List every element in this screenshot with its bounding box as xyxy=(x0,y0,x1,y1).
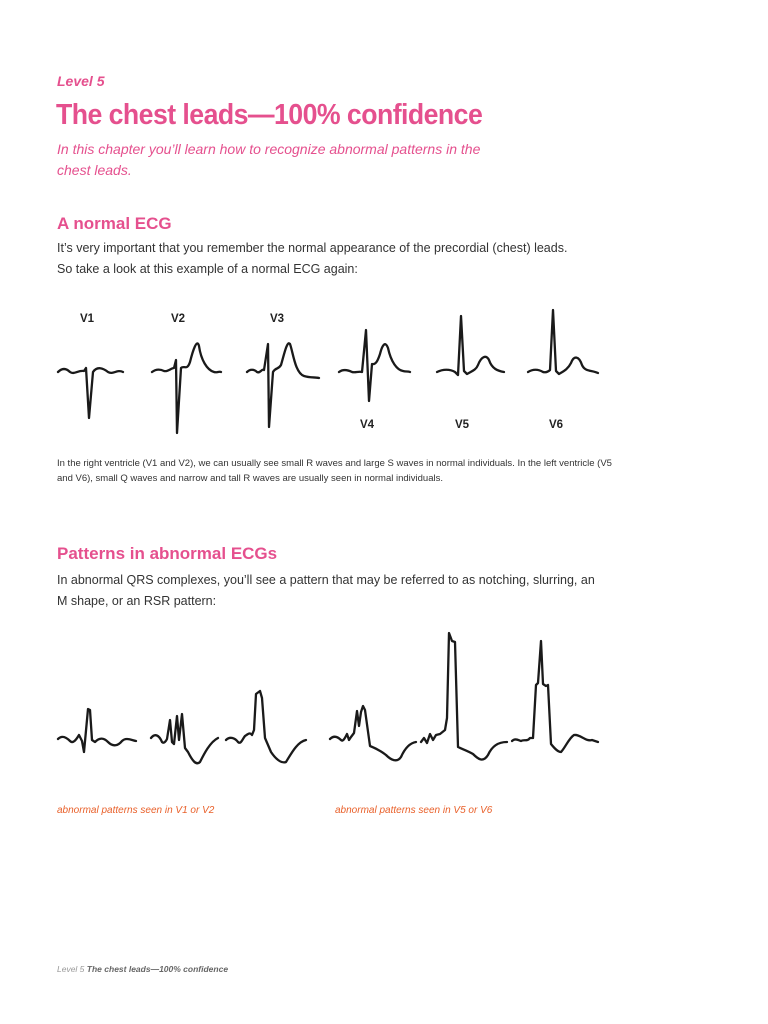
abnormal-tracing-v5v6-slurred xyxy=(330,706,416,760)
abnormal-tracing-v5v6-notched-tall xyxy=(421,633,507,760)
abnormal-tracing-v1v2-m-shape xyxy=(151,714,218,763)
lead-label-v5: V5 xyxy=(455,419,470,431)
footer-title: The chest leads—100% confidence xyxy=(86,964,229,974)
ecg-tracing-v1 xyxy=(58,368,123,418)
abnormal-tracing-v1v2-rsr xyxy=(226,691,306,762)
abnormal-ecg-tracings xyxy=(0,620,768,780)
normal-ecg-intro-line2: So take a look at this example of a normal ECG again: xyxy=(57,262,358,276)
level-label: Level 5 xyxy=(57,73,105,89)
page-title: The chest leads—100% confidence xyxy=(56,99,483,131)
lead-label-v3: V3 xyxy=(270,313,285,325)
section-heading-normal-ecg: A normal ECG xyxy=(57,214,172,233)
abnormal-tracing-v5v6-slurred-tall xyxy=(512,641,598,752)
normal-ecg-caption: In the right ventricle (V1 and V2), we can usually see small R waves and large S waves in normal individuals. In the left ventricle (V5 and V6), small Q waves and narrow and tall R waves are usually seen in normal individuals. xyxy=(57,458,612,484)
ecg-tracing-v4 xyxy=(339,330,410,401)
normal-ecg-intro xyxy=(57,238,617,280)
lead-label-v1: V1 xyxy=(80,313,95,325)
ecg-tracing-v3 xyxy=(247,343,319,427)
note-abnormal-v5-v6: abnormal patterns seen in V5 or V6 xyxy=(335,805,493,816)
page-subtitle: In this chapter you’ll learn how to recognize abnormal patterns in the chest leads. xyxy=(57,141,481,178)
normal-ecg-intro-line1: It’s very important that you remember the normal appearance of the precordial (chest) leads. xyxy=(57,241,568,255)
note-abnormal-v1-v2: abnormal patterns seen in V1 or V2 xyxy=(57,805,215,816)
ecg-tracing-v6 xyxy=(528,310,598,374)
ecg-tracing-v2 xyxy=(152,343,221,433)
lead-label-v4: V4 xyxy=(360,419,375,431)
ecg-tracing-v5 xyxy=(437,316,504,375)
lead-label-v2: V2 xyxy=(171,313,186,325)
section-heading-abnormal-ecgs: Patterns in abnormal ECGs xyxy=(57,544,278,563)
lead-label-v6: V6 xyxy=(549,419,564,431)
page-footer xyxy=(57,964,228,974)
normal-ecg-tracings xyxy=(0,290,768,450)
abnormal-tracing-v1v2-notched xyxy=(58,709,136,752)
footer-level: Level 5 xyxy=(57,964,85,974)
abnormal-ecg-intro: In abnormal QRS complexes, you’ll see a pattern that may be referred to as notching, slurring, an M shape, or an RSR pattern: xyxy=(57,573,595,608)
